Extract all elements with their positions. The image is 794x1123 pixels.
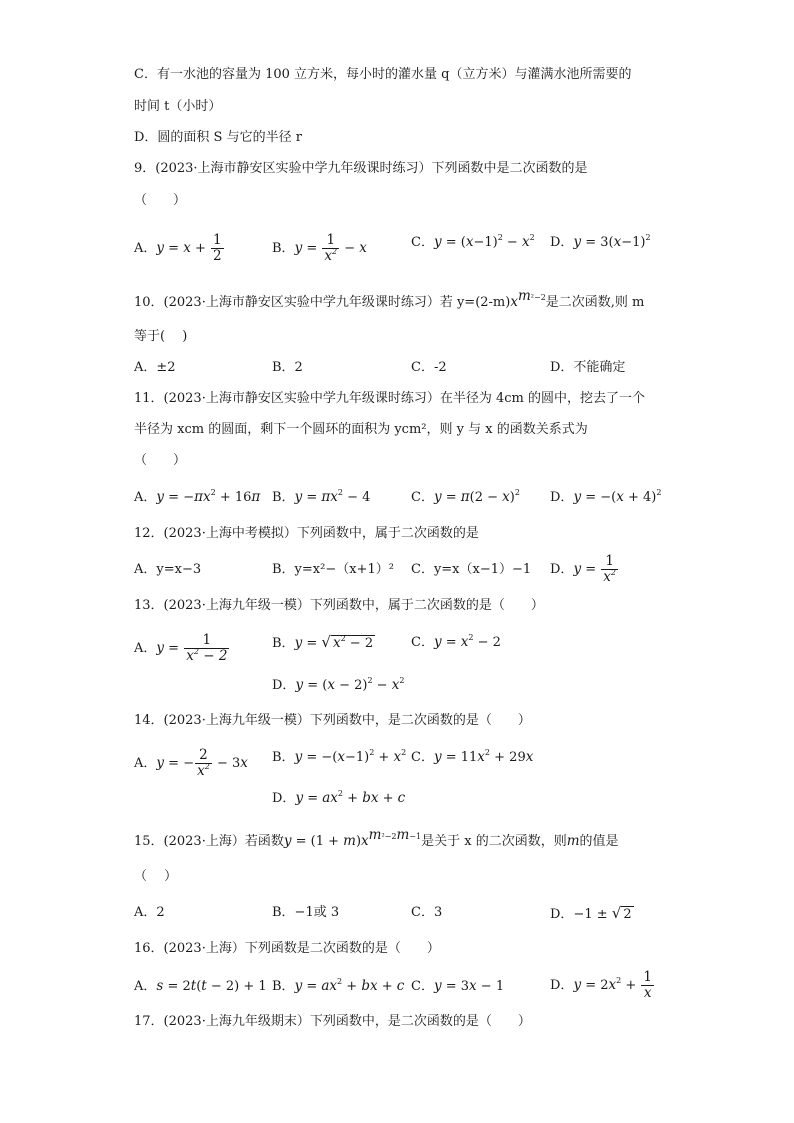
q11-option-c: C．$y = \pi(2 - x)^2$ (411, 488, 520, 505)
q16-option-b: B．$y = ax^2$ + bx + c (272, 977, 405, 994)
q12-option-c: C．y=x（x−1）−1 (411, 562, 532, 577)
q14-stem: 14．(2023·上海九年级一模）下列函数中，是二次函数的是（ ） (134, 713, 531, 728)
q11-stem-line1: 11．(2023·上海市静安区实验中学九年级课时练习）在半径为 4cm 的圆中，挖去了一个 (134, 391, 645, 406)
q15-option-b: B．−1或 3 (272, 905, 340, 920)
q14-option-c: C．$y = 11x^2 + 29x$ (411, 748, 534, 765)
q15-option-c: C．3 (411, 905, 443, 920)
q12-option-a: A．y=x−3 (134, 562, 202, 577)
q8-option-c-line2: 时间 t（小时） (134, 99, 222, 114)
q8-option-c-line1: C．有一水池的容量为 100 立方米，每小时的灌水量 q（立方米）与灌满水池所需要的 (134, 67, 632, 82)
q9-stem: 9．(2023·上海市静安区实验中学九年级课时练习）下列函数中是二次函数的是 (134, 161, 588, 176)
q16-option-a: A．s = 2t(t − 2) + 1 (134, 978, 267, 994)
q16-option-d: D．$y = 2x^2$ + $\frac{1}{x}$ (550, 969, 652, 1001)
q13-stem: 13．(2023·上海九年级一模）下列函数中，属于二次函数的是（ ） (134, 598, 544, 613)
q13-option-d: D．$y = (x - 2)^2 - x^2$ (272, 676, 405, 693)
q12-option-b: B．y=x²−（x+1）² (272, 562, 394, 577)
q8-option-d: D．圆的面积 S 与它的半径 r (134, 130, 302, 145)
q11-option-b: B．$y = \pi x^2 - 4$ (272, 488, 371, 505)
q15-option-d: D．−1 ± √ 2 (550, 904, 632, 922)
q9-option-b: B．y = $\frac{1}{x^2}$ − x (272, 232, 367, 264)
q10-option-a: A．±2 (134, 360, 176, 375)
q10-option-b: B．2 (272, 360, 303, 375)
q16-stem: 16．(2023·上海）下列函数是二次函数的是（ ） (134, 941, 440, 956)
q9-paren: （ ） (134, 193, 187, 208)
q14-option-d: D．$y = ax^2$ + bx + c (272, 789, 406, 806)
q9-option-d: D．$y = 3(x-1)^2$ (550, 233, 651, 250)
q10-option-d: D．不能确定 (550, 360, 626, 375)
q10-option-c: C．-2 (411, 360, 447, 375)
q13-option-c: C．$y = x^2 - 2$ (411, 633, 501, 650)
q13-option-b: B．y = √ $x^2 - 2$ (272, 633, 374, 651)
q10-stem: 10．(2023·上海市静安区实验中学九年级课时练习）若 $y=(2-m)x^{m^2-2}$是二次函数,则 m (134, 288, 645, 310)
q11-option-d: D．$y = -(x + 4)^2$ (550, 488, 662, 505)
q11-stem-line2: 半径为 xcm 的圆面，剩下一个圆环的面积为 ycm²，则 y 与 x 的函数关系式为 (134, 422, 588, 437)
q12-stem: 12．(2023·上海中考模拟）下列函数中，属于二次函数的是 (134, 526, 479, 541)
q14-option-b: B．$y = -(x-1)^2 + x^2$ (272, 748, 407, 765)
q9-option-a: A．y = x + $\frac{1}{2}$ (134, 232, 222, 264)
q13-option-a: A．y = $\frac{1}{x^2 - 2}$ (134, 632, 228, 664)
q11-option-a: A．$y = -\pi x^2 + 16\pi$ (134, 488, 261, 505)
q11-paren: （ ） (134, 453, 187, 468)
q12-option-d: D．y = $\frac{1}{x^2}$ (550, 553, 616, 585)
q15-stem: 15．(2023·上海）若函数$y = (1 + m)x^{m^2-2m-1}$是关于 x 的二次函数，则m的值是 (134, 827, 619, 849)
q10-stem-line2: 等于( ) (134, 329, 188, 344)
q17-stem: 17．(2023·上海九年级期末）下列函数中，是二次函数的是（ ） (134, 1014, 531, 1029)
q15-option-a: A．2 (134, 905, 165, 920)
q16-option-c: C．y = 3x − 1 (411, 978, 505, 994)
q14-option-a: A．y = − $\frac{2}{x^2}$ − 3x (134, 747, 248, 779)
q15-paren: （ ） (134, 869, 178, 884)
q9-option-c: C．$y = (x-1)^2 - x^2$ (411, 233, 535, 250)
